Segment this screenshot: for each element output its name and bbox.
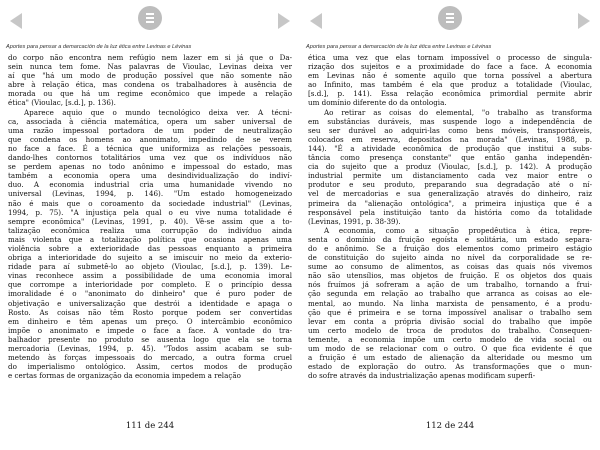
text-line: estado de exploração do outro. As transformações que o mun- <box>308 362 592 372</box>
text-line: no face a face. É a técnica que uniformiza as relações pessoais, <box>8 143 292 153</box>
text-line: produtor e seu produto, preparando sua degradação até o ní- <box>308 180 592 190</box>
text-line: que condena os homens ao anonimato, impedindo de se verem <box>8 134 292 144</box>
text-line: uma razão impessoal portadora de um poder de neutralização <box>8 125 292 135</box>
text-line: do sofre através da industrialização apenas modificam superfi- <box>308 371 536 381</box>
text-line: balhador presente no produto se ausenta logo que ela se torna <box>8 334 292 344</box>
text-line: um domínio diferente do da ontologia. <box>308 98 447 108</box>
text-line: obriga a interioridade do sujeito a se imiscuir no meio da exterio- <box>8 253 292 263</box>
text-line: e certas formas de organização da economia impedem a relação <box>8 371 241 381</box>
text-line: responsável pela instituição tanto da história como da totalidade <box>308 207 592 217</box>
page-text <box>308 53 592 380</box>
page-number: 111 de 244 <box>125 421 175 431</box>
text-line: aí que "há um modo de produção possível que não somente não <box>8 71 292 81</box>
text-line: Ao retirar as coisas do elemental, "o trabalho as transforma <box>324 107 592 117</box>
text-line: em Levinas não é somente aquilo que torna possível a abertura <box>308 71 592 81</box>
text-line: imoralidade é o "anonimato do dinheiro" que é puro poder de <box>8 289 292 299</box>
text-line: duo. A economia industrial cria uma humanidade vivendo no <box>8 180 292 190</box>
chevron-right-icon[interactable] <box>578 13 590 29</box>
text-line: que corrompe a interioridade por completo. E o princípio dessa <box>8 280 292 290</box>
text-line: A economia, como a situação propedêutica à ética, repre- <box>324 225 592 235</box>
text-line: levar em conta a própria divisão social do trabalho que impõe <box>308 316 592 326</box>
text-line: se perdem apenas no todo anônimo e impessoal do estado, mas <box>8 162 292 172</box>
text-line: sempre econômica" (Levinas, 1991, p. 40). Vê-se assim que a to- <box>8 216 292 226</box>
document-menu-icon[interactable] <box>438 6 462 30</box>
right-toolbar <box>300 6 600 34</box>
text-line: primeira da "alienação ontológica", a primeira injustiça que é a <box>308 198 592 208</box>
text-line: ção segunda em relação ao trabalho que arranca as coisas ao ele- <box>308 289 592 299</box>
text-line: ética uma vez que elas tornam impossível o processo de singula- <box>308 53 592 62</box>
text-line: 144). "É a atividade econômica de produção que institui a subs- <box>308 143 592 153</box>
running-header: Aportes para pensar a demarcación de la luz ética entre Levinas e Lévinas <box>6 44 192 50</box>
text-line: metendo às forças impessoais do mercado, a outra forma cruel <box>8 353 292 363</box>
text-line: mental, ao mundo. Na linha marxista de pensamento, é a produ- <box>308 298 592 308</box>
text-line: um certo modelo de troca de produtos do trabalho. Consequen- <box>308 325 592 335</box>
text-line: do corpo não encontra nem refúgio nem lazer em si já que o Da- <box>8 53 292 62</box>
right-page <box>300 0 600 450</box>
text-line: ca, associada à ciência matemática, opera um saber universal de <box>8 116 292 126</box>
page-text <box>8 53 292 380</box>
running-header: Aportes para pensar a demarcación de la luz ética entre Levinas e Lévinas <box>306 44 492 50</box>
text-line: ção que é primeira e se torna impossível analisar o trabalho sem <box>308 307 592 317</box>
text-line: não é mais que o coroamento da sociedade industrial" (Levinas, <box>8 198 292 208</box>
text-line: não são utensílios, mas objetos de fruição. E os objetos dos quais <box>308 271 592 281</box>
text-line: temente, a economia impõe um certo modelo de vida social ou <box>308 334 592 344</box>
text-line: dando-lhes contornos totalitários uma vez que os indivíduos não <box>8 153 292 163</box>
text-line: colocados em reserva, depositados na morada" (Levinas, 1988, p. <box>308 134 592 144</box>
text-line: em substâncias duráveis, mas suspende logo a independência de <box>308 116 592 126</box>
text-line: vel de mercadorias e sua generalização através do dinheiro, raiz <box>308 189 592 199</box>
text-line: de constituição do sujeito ainda no nível da corporalidade se re- <box>308 253 592 263</box>
text-line: Rosto. As coisas não têm Rosto porque podem ser convertidas <box>8 307 292 317</box>
text-line: [s.d.], p. 141). Essa relação econômica primordial permite abrir <box>308 89 592 99</box>
chevron-left-icon[interactable] <box>310 13 322 29</box>
text-line: ao Infinito, mas também é ela que produz a totalidade (Vioulac, <box>308 80 592 90</box>
text-line: rização dos sujeitos e a proximidade do face a face. A economia <box>308 62 592 72</box>
text-line: industrial permite um distanciamento cada vez maior entre o <box>308 171 592 181</box>
text-line: talização econômica realiza uma corrupção do indivíduo ainda <box>8 225 292 235</box>
text-line: um modo de se relacionar com o outro. O que fica evidente é que <box>308 344 592 353</box>
text-line: mercadoria (Levinas, 1994, p. 45). "Todos assim acabam se sub- <box>8 344 292 353</box>
text-line: em dinheiro e têm apenas um preço. O intercâmbio econômico <box>8 316 292 326</box>
text-line: sume ao consumo de alimentos, as coisas das quais nós vivemos <box>308 262 592 272</box>
chevron-right-icon[interactable] <box>278 13 290 29</box>
text-line: impõe o anonimato e impede o face a face. A vontade do tra- <box>8 325 292 335</box>
text-line: universal (Levinas, 1994, p. 146). "Um estado homogeneizado <box>8 189 292 199</box>
left-toolbar <box>0 6 300 34</box>
text-line: ética" (Vioulac, [s.d.], p. 136). <box>8 98 116 108</box>
text-line: ridade para aí submetê-lo ao objeto (Vioulac, [s.d.], p. 139). Le- <box>8 262 292 272</box>
text-line: mais violenta que a totalização política que ocasiona apenas uma <box>8 234 292 244</box>
text-line: sein nunca tem fome. Nas palavras de Vioulac, Levinas deixa ver <box>8 62 292 72</box>
text-line: vinas reconhece assim a possibilidade de uma economia imoral <box>8 271 292 281</box>
page-number: 112 de 244 <box>425 421 475 431</box>
text-line: nós fruímos já sofreram a ação de um trabalho, tornando a frui- <box>308 280 592 290</box>
text-line: também a economia opera uma desindividualização do indiví- <box>8 171 292 181</box>
text-line: seu ser durável ao adquiri-las como bens móveis, transportáveis, <box>308 125 592 135</box>
text-line: do imperialismo ontológico. Assim, certos modos de produção <box>8 362 292 372</box>
text-line: (Levinas, 1991, p. 38-39). <box>308 216 401 226</box>
document-menu-icon[interactable] <box>138 6 162 30</box>
text-line: violência sobre a exterioridade das pessoas enquanto a primeira <box>8 243 292 253</box>
chevron-left-icon[interactable] <box>10 13 22 29</box>
text-line: do e anônimo. Se a fruição dos elementos como primeiro estágio <box>308 243 592 253</box>
text-line: 1994, p. 75). "A injustiça pela qual o eu vive numa totalidade é <box>8 207 292 217</box>
text-line: objetivação e universalização que destrói a identidade e apaga o <box>8 298 292 308</box>
text-line: cia do sujeito que a produz (Vioulac, [s.d.], p. 142). A produção <box>308 162 592 172</box>
text-line: abre à relação ética, mas condena os trabalhadores à ausência de <box>8 80 292 90</box>
text-line: morada ou que há um regime econômico que impede a relação <box>8 89 292 99</box>
text-line: senta o domínio da fruição egoísta e solitária, um estado separa- <box>308 234 592 244</box>
text-line: a fruição é um estado de alienação da alteridade ou mesmo um <box>308 353 592 363</box>
text-line: Aparece aquio que o mundo tecnológico deixa ver. A técni- <box>24 107 292 117</box>
text-line: tância como presença constante" que então ganha independên- <box>308 153 592 163</box>
